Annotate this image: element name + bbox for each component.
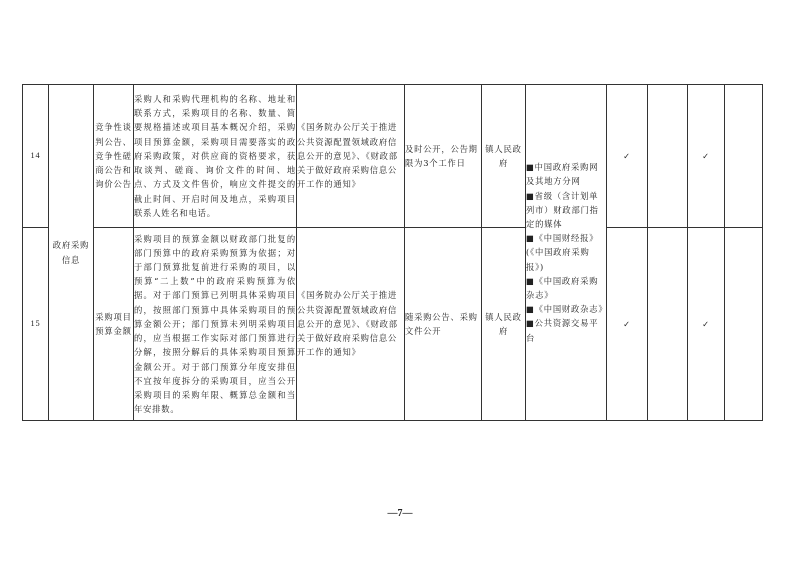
item-name: 采购项目预算金额 <box>94 228 134 421</box>
empty-cell <box>725 228 763 421</box>
checkmark-icon: ✓ <box>607 228 648 421</box>
time-cell: 随采购公告、采购文件公开 <box>405 228 482 421</box>
channel-item: ■《中国财经报》(《中国政府采购报》) <box>526 233 599 272</box>
basis-cell: 《国务院办公厅关于推进公共资源配置领域政府信息公开的意见》、《财政部关于做好政府采购信息公开工作的通知》 <box>297 85 405 228</box>
channel-item: ■中国政府采购网及其地方分网 <box>526 162 599 187</box>
channel-item: ■省级（含计划单列市）财政部门指定的媒体 <box>526 190 599 229</box>
content-cell: 采购人和采购代理机构的名称、地址和联系方式，采购项目的名称、数量、简要规格描述或项目基本概况介绍，采购项目预算金额，采购项目需要落实的政府采购政策，对供应商的资格要求，获取谈判、磋商、询价文件的时间、地点、方式及文件售价，响应文件提交的截止时间、开启时间及地点，采购项目联系人姓名和电话。 <box>134 85 297 228</box>
time-cell: 及时公开，公告期限为3个工作日 <box>405 85 482 228</box>
content-cell: 采购项目的预算金额以财政部门批复的部门预算中的政府采购预算为依据；对于部门预算批复前进行采购的项目，以预算“二上数”中的政府采购预算为依据。对于部门预算已列明具体采购项目的，按照部门预算中具体采购项目的预算金额公开；部门预算未列明采购项目的，应当根据工作实际对部门预算进行分解，按照分解后的具体采购项目预算金额公开。对于部门预算分年度安排但不宜按年度拆分的采购项目，应当公开采购项目的采购年限、概算总金额和当年安排数。 <box>134 228 297 421</box>
table-row <box>23 228 763 421</box>
row-number: 15 <box>23 228 49 421</box>
empty-cell <box>648 228 688 421</box>
empty-cell <box>725 85 763 228</box>
channel-item: ■《中国财政杂志》 <box>526 304 608 315</box>
checkmark-icon: ✓ <box>607 85 648 228</box>
channel-item: ■公共资源交易平台 <box>526 318 599 343</box>
empty-cell <box>648 85 688 228</box>
category-cell: 政府采购信息 <box>49 85 94 421</box>
checkmark-icon: ✓ <box>688 85 725 228</box>
row-number: 14 <box>23 85 49 228</box>
disclosure-table <box>22 84 763 421</box>
subject-cell: 镇人民政府 <box>482 228 526 421</box>
page-number: —7— <box>387 508 413 519</box>
basis-cell: 《国务院办公厅关于推进公共资源配置领域政府信息公开的意见》、《财政部关于做好政府采购信息公开工作的通知》 <box>297 228 405 421</box>
channels-cell <box>526 85 607 421</box>
table-row <box>23 85 763 228</box>
subject-cell: 镇人民政府 <box>482 85 526 228</box>
channel-item: ■《中国政府采购杂志》 <box>526 275 599 300</box>
checkmark-icon: ✓ <box>688 228 725 421</box>
item-name: 竞争性谈判公告、竞争性磋商公告和询价公告 <box>94 85 134 228</box>
